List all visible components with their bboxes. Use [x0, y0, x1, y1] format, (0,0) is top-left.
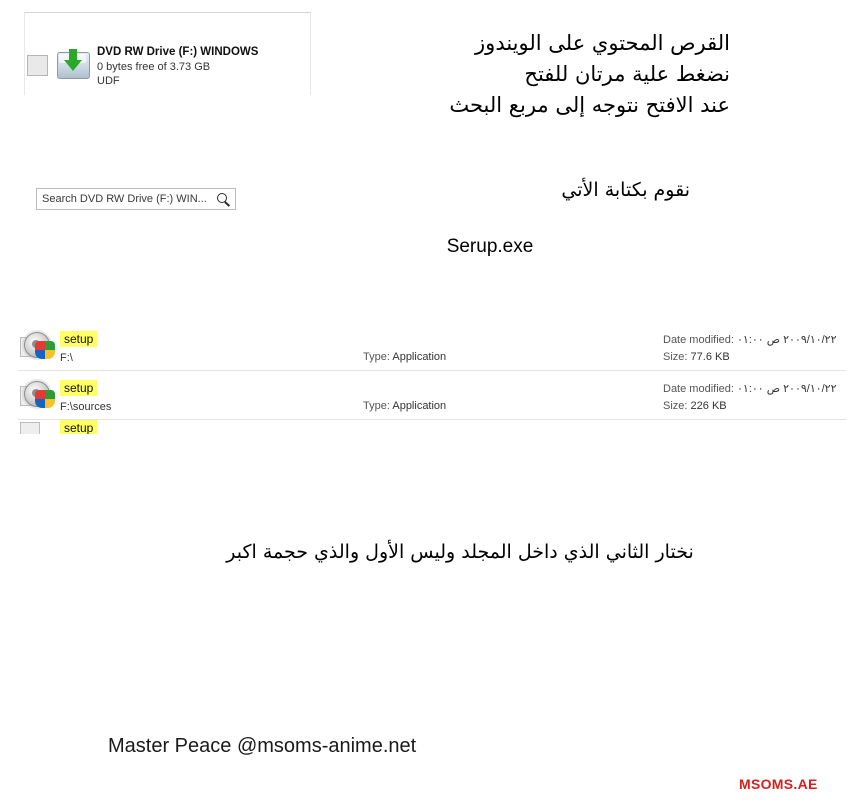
annotation-choose-second: نختار الثاني الذي داخل المجلد وليس الأول والذي حجمة اكبر: [226, 541, 694, 563]
file-path: F:\sources: [60, 401, 112, 413]
drive-list-item[interactable]: [25, 43, 310, 89]
search-input[interactable]: [36, 188, 236, 210]
date-modified-value: ٢٠٠٩/١٠/٢٢ ص ٠١:٠٠: [737, 383, 837, 395]
drive-title: DVD RW Drive (F:) WINDOWS: [97, 46, 259, 58]
annotation-top: [300, 28, 730, 121]
file-type-cell: [363, 351, 446, 363]
drive-checkbox[interactable]: [27, 55, 48, 76]
file-type-value: Application: [392, 351, 447, 363]
annotation-typed-command: Serup.exe: [446, 236, 534, 257]
file-date-line: [663, 332, 837, 349]
drive-panel: [24, 12, 311, 95]
file-name[interactable]: setup: [60, 331, 97, 347]
file-name[interactable]: setup: [60, 380, 97, 396]
file-date-line: [663, 381, 837, 398]
size-value: 77.6 KB: [690, 351, 730, 363]
date-modified-label: Date modified:: [663, 334, 734, 346]
annotation-top-line-3: عند الافتح نتوجه إلى مربع البحث: [449, 93, 730, 117]
file-type-value: Application: [392, 400, 447, 412]
table-row[interactable]: [18, 322, 846, 371]
drive-file-system: UDF: [97, 75, 120, 87]
date-modified-value: ٢٠٠٩/١٠/٢٢ ص ٠١:٠٠: [737, 334, 837, 346]
file-size-line: [663, 349, 837, 366]
drive-text-block: [97, 43, 258, 88]
drive-free-space: 0 bytes free of 3.73 GB: [97, 61, 211, 73]
annotation-top-line-2: نضغط علية مرتان للفتح: [524, 62, 730, 86]
table-row[interactable]: [18, 420, 846, 434]
search-input-text[interactable]: Search DVD RW Drive (F:) WIN...: [42, 193, 207, 205]
annotation-top-line-1: القرص المحتوي على الويندوز: [475, 31, 730, 55]
setup-application-icon: [24, 379, 56, 411]
dvd-drive-icon: [56, 47, 90, 81]
file-type-cell: [363, 400, 446, 412]
setup-application-icon: [24, 330, 56, 362]
row-checkbox[interactable]: [20, 422, 40, 434]
search-icon[interactable]: [213, 189, 235, 209]
file-type-label: Type:: [363, 351, 390, 363]
file-path: F:\: [60, 352, 73, 364]
size-label: Size:: [663, 400, 688, 412]
date-modified-label: Date modified:: [663, 383, 734, 395]
size-value: 226 KB: [690, 400, 727, 412]
file-type-label: Type:: [363, 400, 390, 412]
author-credit: Master Peace @msoms-anime.net: [108, 735, 417, 757]
file-meta-cell: [663, 381, 837, 415]
search-results-list: [18, 322, 846, 434]
site-watermark: MSOMS.AE: [739, 776, 818, 792]
file-meta-cell: [663, 332, 837, 366]
size-label: Size:: [663, 351, 688, 363]
annotation-search: نقوم بكتابة الأتي: [561, 179, 690, 201]
file-size-line: [663, 398, 837, 415]
file-name[interactable]: setup: [60, 420, 97, 434]
table-row[interactable]: [18, 371, 846, 420]
